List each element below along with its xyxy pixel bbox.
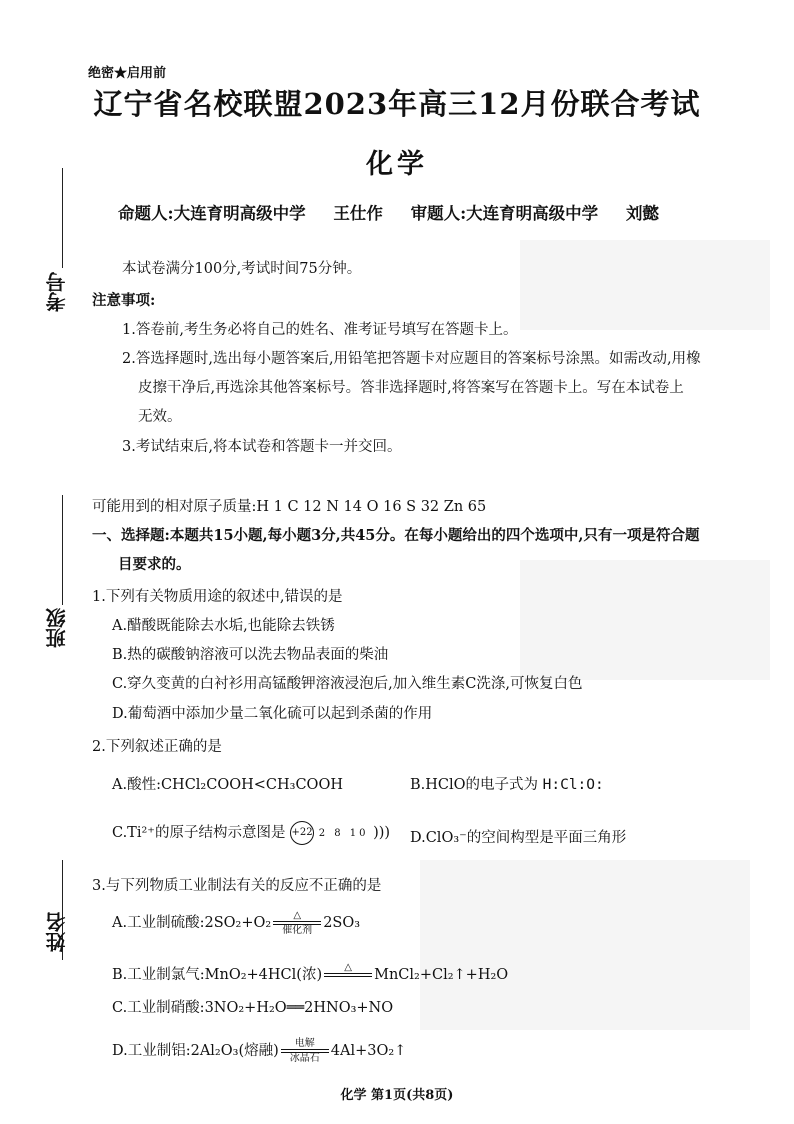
class-line [62,495,63,605]
q1-option-b: B.热的碳酸钠溶液可以洗去物品表面的柴油 [112,647,389,663]
q1-option-d: D.葡萄酒中添加少量二氧化硫可以起到杀菌的作用 [112,706,433,722]
exam-title: 辽宁省名校联盟2023年高三12月份联合考试 [93,87,701,121]
intro-text: 本试卷满分100分,考试时间75分钟。 [122,261,362,277]
q3-b-condition [324,962,372,988]
exam-no-label: 考号 [45,272,69,312]
bleed-through [520,240,770,330]
secret-marker: 绝密★启用前 [88,66,167,81]
q3-option-c: C.工业制硝酸:3NO₂+H₂O══2HNO₃+NO [112,1000,394,1016]
shell-arcs-icon: ))) [373,825,391,841]
ti-electron-shells: 2 8 10 [318,827,369,839]
q3-d-products: 4Al+3O₂↑ [330,1043,407,1059]
q2-option-a: A.酸性:CHCl₂COOH<CH₃COOH [112,777,343,793]
q2-option-c [112,821,390,845]
page-footer: 化学 第1页(共8页) [340,1088,454,1103]
q3-option-d [112,1038,406,1064]
notice-item-3: 3.考试结束后,将本试卷和答题卡一并交回。 [122,439,402,455]
notice-item-2-cont: 皮擦干净后,再选涂其他答案标号。答非选择题时,将答案写在答题卡上。写在本试卷上 [138,380,684,396]
q1-stem: 1.下列有关物质用途的叙述中,错误的是 [92,589,343,605]
notice-item-2: 2.答选择题时,选出每小题答案后,用铅笔把答题卡对应题目的答案标号涂黑。如需改动,用橡 [122,351,701,367]
section-heading: 一、选择题:本题共15小题,每小题3分,共45分。在每小题给出的四个选项中,只有一项是符合题 [92,527,700,544]
subject-title: 化学 [366,149,428,180]
heat-icon: △ [344,962,352,973]
q3-option-b [112,962,508,988]
q3-option-a [112,910,360,936]
section-heading-cont: 目要求的。 [118,556,191,573]
q2-stem: 2.下列叙述正确的是 [92,739,222,755]
q3-a-reactants: A.工业制硫酸:2SO₂+O₂ [112,915,272,931]
ti-nucleus-icon: +22 [290,821,314,845]
bleed-through [420,860,750,1030]
q2-option-d: D.ClO₃⁻的空间构型是平面三角形 [410,830,627,846]
atomic-mass-line: 可能用到的相对原子质量:H 1 C 12 N 14 O 16 S 32 Zn 65 [92,499,487,515]
q3-d-reactants: D.工业制铝:2Al₂O₃(熔融) [112,1043,279,1059]
name-label: 姓名 [45,912,69,952]
class-label: 班级 [45,608,69,648]
q3-a-products: 2SO₃ [323,915,361,931]
reviewer-2: 刘懿 [625,204,659,223]
q3-d-electrolysis: 电解 [294,1038,315,1049]
q3-d-condition [281,1038,329,1064]
q3-stem: 3.与下列物质工业制法有关的反应不正确的是 [92,878,382,894]
heat-icon: △ [293,910,302,921]
q2-option-b-label: B.HClO的电子式为 [410,777,539,793]
author-2: 王仕作 [333,204,383,223]
q1-option-c: C.穿久变黄的白衬衫用高锰酸钾溶液浸泡后,加入维生素C洗涤,可恢复白色 [112,676,583,692]
bleed-through [520,560,770,680]
hclo-lewis-structure: H:Cl:O: [542,777,604,793]
q3-b-reactants: B.工业制氯气:MnO₂+4HCl(浓) [112,967,323,983]
q3-a-catalyst: 催化剂 [282,925,313,936]
q1-option-a: A.醋酸既能除去水垢,也能除去铁锈 [112,618,335,634]
notice-item-2-end: 无效。 [138,409,182,425]
author-1: 命题人:大连育明高级中学 [118,204,306,223]
notice-heading: 注意事项: [92,292,156,309]
q2-option-c-label: C.Ti²⁺的原子结构示意图是 [112,825,286,841]
q3-d-cryolite: 冰晶石 [289,1053,320,1064]
reviewer-1: 审题人:大连育明高级中学 [410,204,599,223]
authors-line [118,200,681,224]
exam-no-line [62,168,63,268]
notice-item-1: 1.答卷前,考生务必将自己的姓名、准考证号填写在答题卡上。 [122,322,518,338]
q2-option-b [410,773,604,794]
q3-a-condition [273,910,321,936]
q3-b-products: MnCl₂+Cl₂↑+H₂O [374,967,509,983]
